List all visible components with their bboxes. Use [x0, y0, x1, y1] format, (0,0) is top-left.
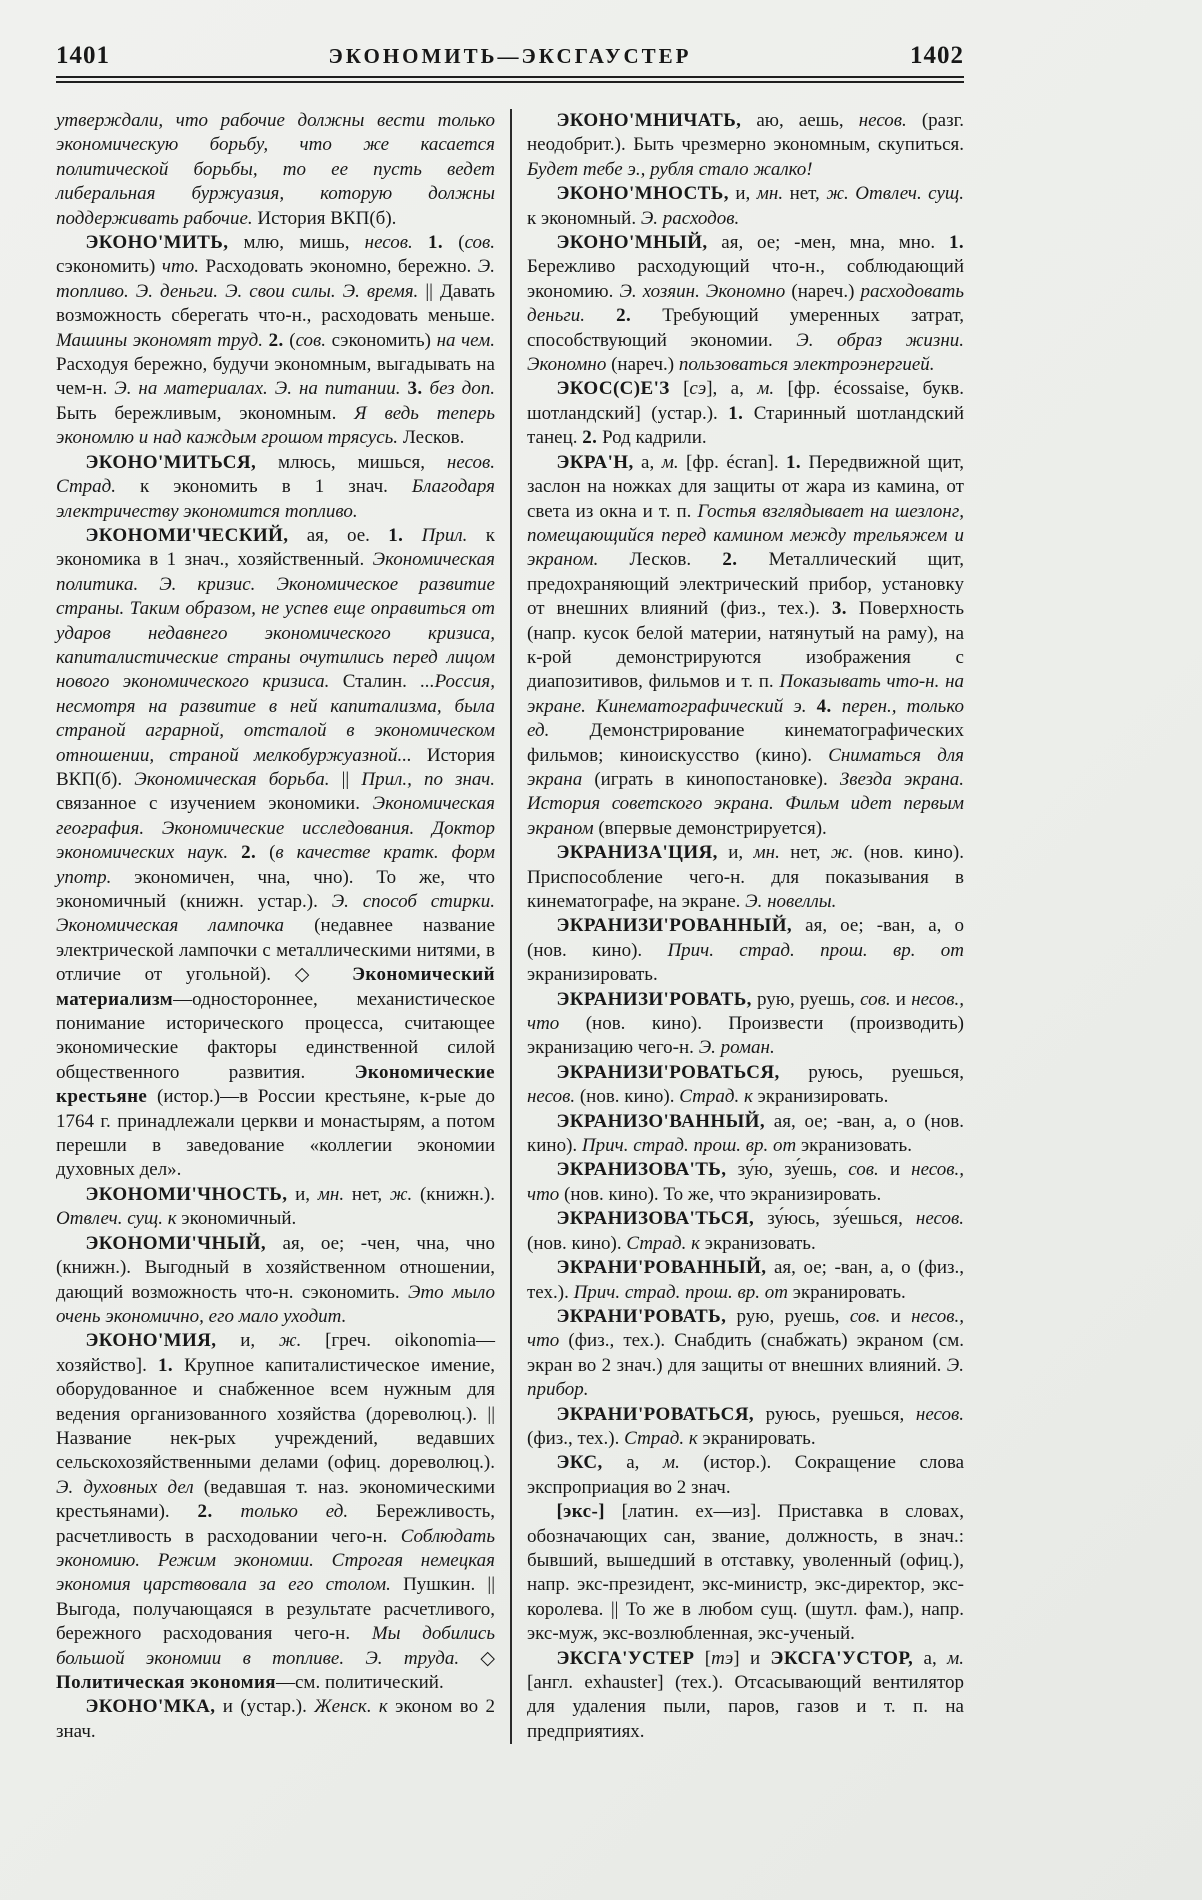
entry-text: ая, ое; -ван, а, о (нов. кино).	[527, 915, 964, 961]
entry-bold-text: ЭКРАНИЗИ'РОВАТЬ,	[556, 988, 752, 1010]
entry-italic-text: Прил., по знач.	[361, 768, 495, 790]
dictionary-entry	[56, 524, 495, 1183]
entry-text: (нов. кино). То же, что экранизировать.	[559, 1183, 882, 1205]
entry-italic-text: Страд.	[56, 476, 117, 498]
entry-text: Род кадрили.	[597, 427, 707, 449]
entry-text: экономичен, чна, чно). То же, что экономичный (книжн. устар.).	[56, 866, 495, 912]
entry-text: (	[256, 842, 276, 864]
entry-text: млюсь, мишься,	[256, 451, 447, 473]
entry-bold-text: 2.	[197, 1501, 213, 1523]
entry-text: [фр. écossaise, букв. шотландский] (устар.).	[527, 378, 964, 424]
dictionary-entry	[527, 1061, 964, 1110]
entry-text: (	[443, 232, 465, 254]
entry-text: ая, ое; -мен, мна, мно.	[707, 232, 949, 254]
entry-text: || Давать возможность сберегать что-н., расходовать меньше.	[56, 280, 495, 327]
dictionary-entry	[527, 377, 964, 450]
entry-text: и (устар.).	[215, 1696, 315, 1718]
entry-bold-text: ЭКРАНИЗИ'РОВАТЬСЯ,	[556, 1061, 780, 1083]
entry-text: Лесков.	[398, 427, 465, 449]
entry-text: и,	[287, 1183, 318, 1205]
entry-text: связанное с изучением экономики.	[56, 793, 373, 815]
dictionary-entry	[56, 109, 495, 231]
entry-text: и	[880, 1305, 912, 1327]
entry-text: Старинный шотландский танец.	[527, 402, 964, 449]
entry-text	[423, 378, 430, 399]
entry-text: экранизовать.	[796, 1135, 912, 1157]
entry-italic-text: Это мыло очень экономично, его мало уходит.	[56, 1281, 496, 1327]
entry-text: сэкономить)	[326, 329, 437, 351]
entry-text: Лесков.	[598, 549, 723, 571]
entry-bold-text: ЭКС,	[556, 1452, 603, 1474]
entry-text: аю, аешь,	[741, 110, 859, 131]
entry-italic-text: Экономическая борьба.	[134, 768, 330, 790]
entry-text	[585, 305, 616, 326]
entry-bold-text: 3.	[831, 598, 847, 620]
page-header	[56, 42, 964, 70]
dictionary-entry	[527, 914, 964, 987]
dictionary-entry	[527, 1500, 964, 1646]
right-column	[510, 109, 964, 1744]
entry-text: к экономить в 1 знач.	[116, 476, 412, 498]
entry-bold-text: 4.	[816, 695, 832, 717]
entry-text	[413, 232, 428, 253]
entry-italic-text: Э. духовных дел	[56, 1476, 194, 1498]
dictionary-entry	[527, 1110, 964, 1159]
entry-italic-text: несов., что	[527, 988, 965, 1035]
entry-italic-text: без доп.	[429, 378, 496, 400]
entry-text: а,	[913, 1647, 948, 1669]
entry-text: ая, ое; -ван, а, о (физ., тех.).	[527, 1257, 964, 1303]
entry-italic-text: на чем.	[436, 329, 496, 351]
entry-text: [англ. exhauster] (тех.). Отсасывающий вентилятор для удаления пыли, паров, газов и т. п. на предприятиях.	[527, 1672, 964, 1742]
text-columns	[56, 109, 964, 1744]
entry-text: ] и	[733, 1647, 771, 1669]
entry-bold-text: ЭКРАНИ'РОВАННЫЙ,	[556, 1257, 767, 1279]
entry-bold-text: ЭКРАНИЗИ'РОВАННЫЙ,	[556, 915, 793, 937]
entry-text: (книжн.).	[412, 1183, 495, 1205]
dictionary-entry	[527, 182, 964, 231]
entry-italic-text: Э. расходов.	[640, 207, 740, 229]
entry-italic-text: несов.	[915, 1403, 964, 1425]
entry-text: Сталин.	[329, 671, 421, 693]
entry-text: (физ., тех.). Снабдить (снабжать) экраном (см. экран во 2 знач.) для защиты от внешних влияний.	[527, 1330, 964, 1376]
entry-italic-text: сэ	[689, 378, 707, 400]
entry-bold-text: 1.	[388, 524, 404, 546]
entry-bold-text: 3.	[407, 378, 423, 400]
entry-text: Быть бережливым, экономным.	[56, 402, 355, 424]
entry-text: (нов. кино). Приспособление чего-н. для показывания в кинематографе, на экране.	[527, 842, 964, 912]
entry-italic-text: Э. новеллы.	[745, 891, 837, 912]
entry-italic-text: тэ	[711, 1647, 734, 1669]
entry-text	[807, 696, 817, 717]
entry-bold-text: ЭКОНОМИ'ЧЕСКИЙ,	[85, 524, 289, 546]
entry-text: —одностороннее, механистическое понимание исторического процесса, считающее экономические факторы единственной силой общественного развития.	[56, 988, 495, 1083]
entry-italic-text: Прич. страд. прош. вр. от	[667, 939, 964, 961]
entry-text: руюсь, руешься,	[779, 1061, 964, 1083]
entry-italic-text: Э. топливо. Э. деньги. Э. свои силы. Э. время.	[56, 256, 495, 302]
entry-text: и	[890, 988, 912, 1010]
entry-bold-text: ЭКРАНИ'РОВАТЬ,	[556, 1305, 727, 1327]
dictionary-entry	[527, 1403, 964, 1452]
dictionary-entry	[527, 1451, 964, 1500]
entry-text: (нов. кино).	[527, 1232, 627, 1254]
entry-italic-text: пользоваться электроэнергией.	[678, 354, 935, 376]
entry-bold-text: ЭКОНО'МКА,	[85, 1696, 216, 1718]
entry-text: Требующий умеренных затрат, способствующий экономии.	[527, 305, 965, 351]
entry-text: (разг. неодобрит.). Быть чрезмерно экономным, скупиться.	[527, 110, 964, 156]
entry-italic-text: сов.	[464, 232, 496, 254]
entry-text: нет,	[344, 1183, 390, 1205]
entry-bold-text: ЭКОНОМИ'ЧНОСТЬ,	[85, 1183, 288, 1205]
entry-text: к экономный.	[527, 207, 641, 229]
entry-text: Пушкин. || Выгода, получающаяся в результате расчетливого, бережного расходования чего-н.	[56, 1574, 495, 1645]
entry-text: Поверхность (напр. кусок белой материи, натянутый на раму), на к-рой демонстрируются изображения с диапозитивов, фильмов и т. п.	[527, 598, 964, 693]
entry-text: (физ., тех.).	[527, 1427, 625, 1449]
entry-text: экранизировать.	[527, 964, 658, 986]
entry-bold-text: 2.	[582, 427, 598, 449]
entry-bold-text: ЭКОНО'МИЯ,	[85, 1330, 217, 1352]
entry-text: История ВКП(б).	[56, 744, 495, 790]
entry-text: История ВКП(б).	[257, 207, 397, 229]
entry-italic-text: в качестве кратк. форм употр.	[56, 842, 495, 888]
entry-text: Демонстрирование кинематографических фильмов; киноискусство (кино).	[527, 720, 964, 766]
entry-italic-text: Мы добились большой экономии в топливе. Э. труда.	[56, 1623, 495, 1669]
entry-bold-text: ЭКОНО'МНОСТЬ,	[556, 183, 729, 205]
entry-text: [фр. écran].	[678, 451, 787, 473]
entry-italic-text: Страд. к	[626, 1232, 701, 1254]
entry-italic-text: Женск. к	[314, 1696, 388, 1718]
entry-italic-text: Э. образ жизни. Экономно	[527, 329, 964, 376]
entry-text: (нареч.)	[606, 354, 679, 376]
entry-text: (ведавшая т. наз. экономическими крестьянами).	[56, 1476, 495, 1523]
entry-text: сэкономить)	[56, 256, 162, 278]
entry-text: и	[878, 1159, 912, 1181]
dictionary-entry	[527, 1256, 964, 1305]
entry-text: [	[669, 378, 690, 400]
entry-italic-text: Благодаря электричеству экономится топливо.	[56, 476, 495, 522]
entry-bold-text: ЭКОНО'МИТЬ,	[85, 232, 229, 254]
entry-italic-text: несов.	[915, 1208, 964, 1230]
entry-italic-text: ж.	[830, 842, 854, 864]
entry-italic-text: сов.	[295, 329, 327, 351]
entry-italic-text: несов.	[364, 232, 413, 254]
entry-italic-text: Э. способ стирки. Экономическая лампочка	[56, 891, 495, 937]
entry-bold-text: ЭКРАНИЗА'ЦИЯ,	[556, 842, 718, 864]
entry-text: эконом во 2 знач.	[56, 1696, 495, 1742]
entry-italic-text: ж.	[278, 1330, 302, 1352]
entry-text: а,	[602, 1452, 663, 1474]
entry-bold-text: 2.	[722, 549, 738, 571]
dictionary-entry	[527, 1647, 964, 1745]
entry-bold-text: 2.	[268, 329, 284, 351]
entry-text: (нов. кино).	[575, 1086, 680, 1108]
entry-text: Бережливость, расчетливость в расходовании чего-н.	[56, 1501, 495, 1547]
entry-italic-text: Соблюдать экономию. Режим экономии. Строгая немецкая экономия царствовала за его столом.	[56, 1525, 495, 1596]
entry-text: а,	[633, 451, 662, 473]
entry-bold-text: ЭКРАНИЗО'ВАННЫЙ,	[556, 1110, 765, 1132]
entry-text: (истор.). Сокращение слова экспроприация во 2 знач.	[527, 1452, 965, 1498]
entry-bold-text: ЭКОНО'МИТЬСЯ,	[85, 451, 257, 473]
entry-italic-text: м.	[757, 378, 775, 400]
entry-bold-text: Политическая экономия	[56, 1672, 276, 1693]
entry-text: млю, мишь,	[228, 232, 365, 254]
entry-text: ая, ое.	[288, 524, 389, 546]
entry-italic-text: м.	[947, 1647, 965, 1669]
entry-text: зу́ю, зу́ешь,	[726, 1159, 849, 1181]
left-column	[56, 109, 510, 1744]
entry-text: [	[694, 1647, 712, 1669]
entry-italic-text: Показывать что-н. на экране. Кинематографический э.	[527, 671, 964, 717]
entry-italic-text: Будет тебе э., рубля стало жалко!	[527, 158, 813, 180]
entry-bold-text: ЭКРА'Н,	[556, 451, 634, 473]
entry-italic-text: несов., что	[527, 1159, 964, 1205]
entry-bold-text: Экономический материализм	[56, 964, 495, 1010]
entry-text: экранировать.	[787, 1281, 906, 1303]
entry-italic-text: сов.	[860, 988, 891, 1010]
entry-text: (нов. кино). Произвести (производить) экранизацию чего-н.	[527, 1013, 964, 1059]
dictionary-entry	[56, 231, 495, 451]
entry-italic-text: только ед.	[240, 1501, 349, 1523]
entry-italic-text: Э. на материалах. Э. на питании.	[114, 378, 401, 400]
entry-bold-text: Экономические крестьяне	[56, 1061, 495, 1108]
entry-text: и,	[728, 183, 757, 205]
entry-bold-text: ЭКСГА'УСТОР,	[770, 1647, 914, 1669]
entry-text: нет,	[779, 842, 831, 864]
dictionary-entry	[527, 988, 964, 1061]
page-number-right: 1402	[910, 42, 964, 69]
entry-text: (впервые демонстрируется).	[593, 817, 827, 839]
entry-italic-text: Прил.	[421, 524, 468, 546]
entry-italic-text: сов.	[849, 1305, 881, 1327]
entry-italic-text: несов.	[858, 110, 907, 131]
entry-text: ], а,	[706, 378, 758, 400]
entry-bold-text: 1.	[157, 1354, 174, 1376]
entry-italic-text: Отвлеч. сущ. к	[56, 1208, 177, 1230]
entry-text: (недавнее название электрической лампочки с металлическими нитями, в отличие от угольной). ◇	[56, 915, 495, 986]
entry-bold-text: 1.	[948, 232, 964, 254]
entry-text: экранизировать.	[752, 1086, 889, 1108]
entry-italic-text: Гостья взглядывает на шезлонг, помещающийся перед камином между трельяжем и экраном.	[527, 500, 964, 571]
entry-bold-text: ЭКОНОМИ'ЧНЫЙ,	[85, 1232, 267, 1254]
entry-text: Расходуя бережно, будучи экономным, выгадывать на чем-н.	[56, 354, 495, 400]
dictionary-entry	[527, 841, 964, 914]
entry-bold-text: ЭКРАНИ'РОВАТЬСЯ,	[556, 1403, 754, 1425]
entry-text: рую, руешь,	[726, 1305, 850, 1327]
dictionary-entry	[527, 109, 964, 182]
entry-text: Передвижной щит, заслон на ножках для защиты от жара из камина, от света из окна и т. п.	[527, 451, 965, 522]
entry-text: зу́юсь, зу́ешься,	[754, 1208, 916, 1230]
entry-text: Металлический щит, предохраняющий электрический прибор, установку от внешних влияний (физ., тех.).	[527, 549, 964, 620]
entry-italic-text: перен., только ед.	[527, 695, 964, 742]
entry-italic-text: Страд. к	[624, 1427, 698, 1449]
entry-bold-text: 2.	[616, 305, 632, 327]
dictionary-entry	[527, 451, 964, 842]
entry-text: (истор.)—в России крестьяне, к-рые до 1764 г. принадлежали церкви и монастырям, а потом перешли в заведование «коллегии экономии духовных дел».	[56, 1086, 495, 1181]
entry-bold-text: 1.	[427, 232, 444, 254]
running-title: ЭКОНОМИТЬ—ЭКСГАУСТЕР	[328, 44, 692, 68]
entry-italic-text: Экономическая политика. Э. кризис. Экономическое развитие страны. Таким образом, не успев еще оправиться от ударов недавнего экономического кризиса, капиталистические страны очутились перед лицом нового экономического кризиса.	[56, 549, 495, 693]
dictionary-entry	[56, 451, 495, 524]
entry-bold-text: ЭКОНО'МНЫЙ,	[556, 232, 708, 254]
dictionary-entry	[56, 1183, 495, 1232]
entry-italic-text: расходовать деньги.	[527, 280, 964, 327]
entry-text: ◇	[459, 1647, 495, 1669]
entry-text: нет,	[783, 183, 827, 205]
entry-bold-text: [экс-]	[556, 1501, 605, 1523]
dictionary-entry	[527, 1158, 964, 1207]
entry-bold-text: ЭКРАНИЗОВА'ТЬ,	[556, 1159, 727, 1181]
entry-italic-text: мн.	[317, 1183, 345, 1205]
dictionary-entry	[527, 231, 964, 377]
entry-italic-text: ж.	[389, 1183, 413, 1205]
entry-text: (нареч.)	[785, 280, 861, 302]
entry-italic-text: Э. хозяин. Экономно	[619, 280, 786, 302]
entry-italic-text: Прич. страд. прош. вр. от	[573, 1281, 788, 1303]
entry-italic-text: ...Россия, несмотря на развитие в ней капитализма, была страной аграрной, отсталой в экономическом отношении, страной мелкобуржуазной...	[56, 671, 496, 766]
entry-italic-text: Отвлеч. сущ.	[855, 183, 965, 205]
entry-italic-text: мн.	[753, 842, 780, 864]
dictionary-entry	[56, 1232, 495, 1330]
entry-text: Расходовать экономно, бережно.	[198, 256, 478, 278]
entry-text: Крупное капиталистическое имение, оборудованное и снабженное всем нужным для ведения организованного хозяйства (дореволюц.). || Название нек-рых учреждений, ведавших сельскохозяйственными делами (офиц. дореволюц.).	[56, 1354, 496, 1474]
entry-italic-text: Экономическая география. Экономические исследования. Доктор экономических наук.	[56, 793, 495, 864]
entry-bold-text: ЭКОНО'МНИЧАТЬ,	[556, 110, 742, 131]
entry-italic-text: несов.	[446, 451, 495, 473]
entry-text: —см. политический.	[275, 1672, 444, 1693]
entry-text: [греч. oikonomia—хозяйство].	[56, 1330, 496, 1376]
entry-italic-text: Машины экономят труд.	[56, 329, 263, 351]
entry-text: Бережливо расходующий что-н., соблюдающий экономию.	[527, 256, 964, 302]
entry-text: (играть в кинопостановке).	[582, 768, 840, 790]
entry-italic-text: м.	[662, 1452, 680, 1474]
entry-italic-text: сов.	[848, 1159, 879, 1181]
entry-text	[213, 1501, 241, 1522]
entry-text	[832, 696, 842, 717]
entry-text	[228, 842, 241, 863]
entry-bold-text: ЭКРАНИЗОВА'ТЬСЯ,	[556, 1208, 755, 1230]
entry-bold-text: ЭКОС(С)Е'З	[556, 378, 670, 400]
entry-text: к экономика в 1 знач., хозяйственный.	[56, 524, 495, 571]
entry-bold-text: 2.	[241, 842, 257, 864]
entry-italic-text: Сниматься для экрана	[527, 744, 964, 790]
entry-italic-text: Я ведь теперь экономлю и над каждым грошом трясусь.	[56, 402, 495, 449]
dictionary-entry	[56, 1329, 495, 1695]
entry-italic-text: несов., что	[527, 1305, 964, 1352]
entry-text: и,	[216, 1330, 279, 1352]
entry-text	[403, 525, 421, 546]
entry-text: экономичный.	[176, 1208, 297, 1230]
header-rule	[56, 76, 964, 83]
entry-bold-text: 1.	[786, 451, 802, 473]
entry-text: руюсь, руешься,	[754, 1403, 916, 1425]
entry-italic-text: что.	[161, 256, 199, 278]
dictionary-entry	[527, 1305, 964, 1403]
entry-italic-text: мн.	[756, 183, 784, 205]
entry-text: рую, руешь,	[751, 988, 861, 1010]
page-number-left: 1401	[56, 42, 110, 69]
entry-text: экранировать.	[697, 1427, 816, 1449]
entry-italic-text: Э. роман.	[698, 1037, 775, 1059]
entry-text: ||	[329, 768, 362, 790]
entry-text: экранизовать.	[700, 1232, 816, 1254]
entry-italic-text: утверждали, что рабочие должны вести только экономическую борьбу, что же касается политической борьбы, то ее пусть ведет либеральная буржуазия, которую должны поддерживать рабочие.	[56, 110, 495, 229]
entry-italic-text: Страд. к	[679, 1086, 753, 1108]
entry-text: [латин. ex—из]. Приставка в словах, обозначающих сан, звание, должность, в знач.: бывший, вышедший в отставку, уволенный (офиц.), напр. экс-президент, экс-министр, экс-директор, экс-королева. || То же в любом сущ. (шутл. фам.), напр. экс-муж, экс-возлюбленная, экс-ученый.	[527, 1501, 964, 1645]
entry-text: ая, ое; -чен, чна, чно (книжн.). Выгодный в хозяйственном отношении, дающий возможность что-н. сэкономить.	[56, 1232, 495, 1303]
entry-italic-text: Звезда экрана. История советского экрана. Фильм идет первым экраном	[527, 768, 964, 839]
entry-italic-text: Э. прибор.	[527, 1354, 964, 1401]
entry-text: ая, ое; -ван, а, о (нов. кино).	[527, 1110, 964, 1157]
entry-italic-text: ж.	[826, 183, 849, 205]
entry-text: и,	[717, 842, 754, 864]
entry-italic-text: несов.	[527, 1086, 576, 1108]
entry-bold-text: 1.	[728, 402, 744, 424]
dictionary-entry	[527, 1207, 964, 1256]
entry-italic-text: м.	[661, 451, 679, 473]
entry-bold-text: ЭКСГА'УСТЕР	[556, 1647, 695, 1669]
entry-text: (	[283, 329, 296, 351]
dictionary-entry	[56, 1695, 495, 1744]
entry-italic-text: Прич. страд. прош. вр. от	[581, 1135, 797, 1157]
